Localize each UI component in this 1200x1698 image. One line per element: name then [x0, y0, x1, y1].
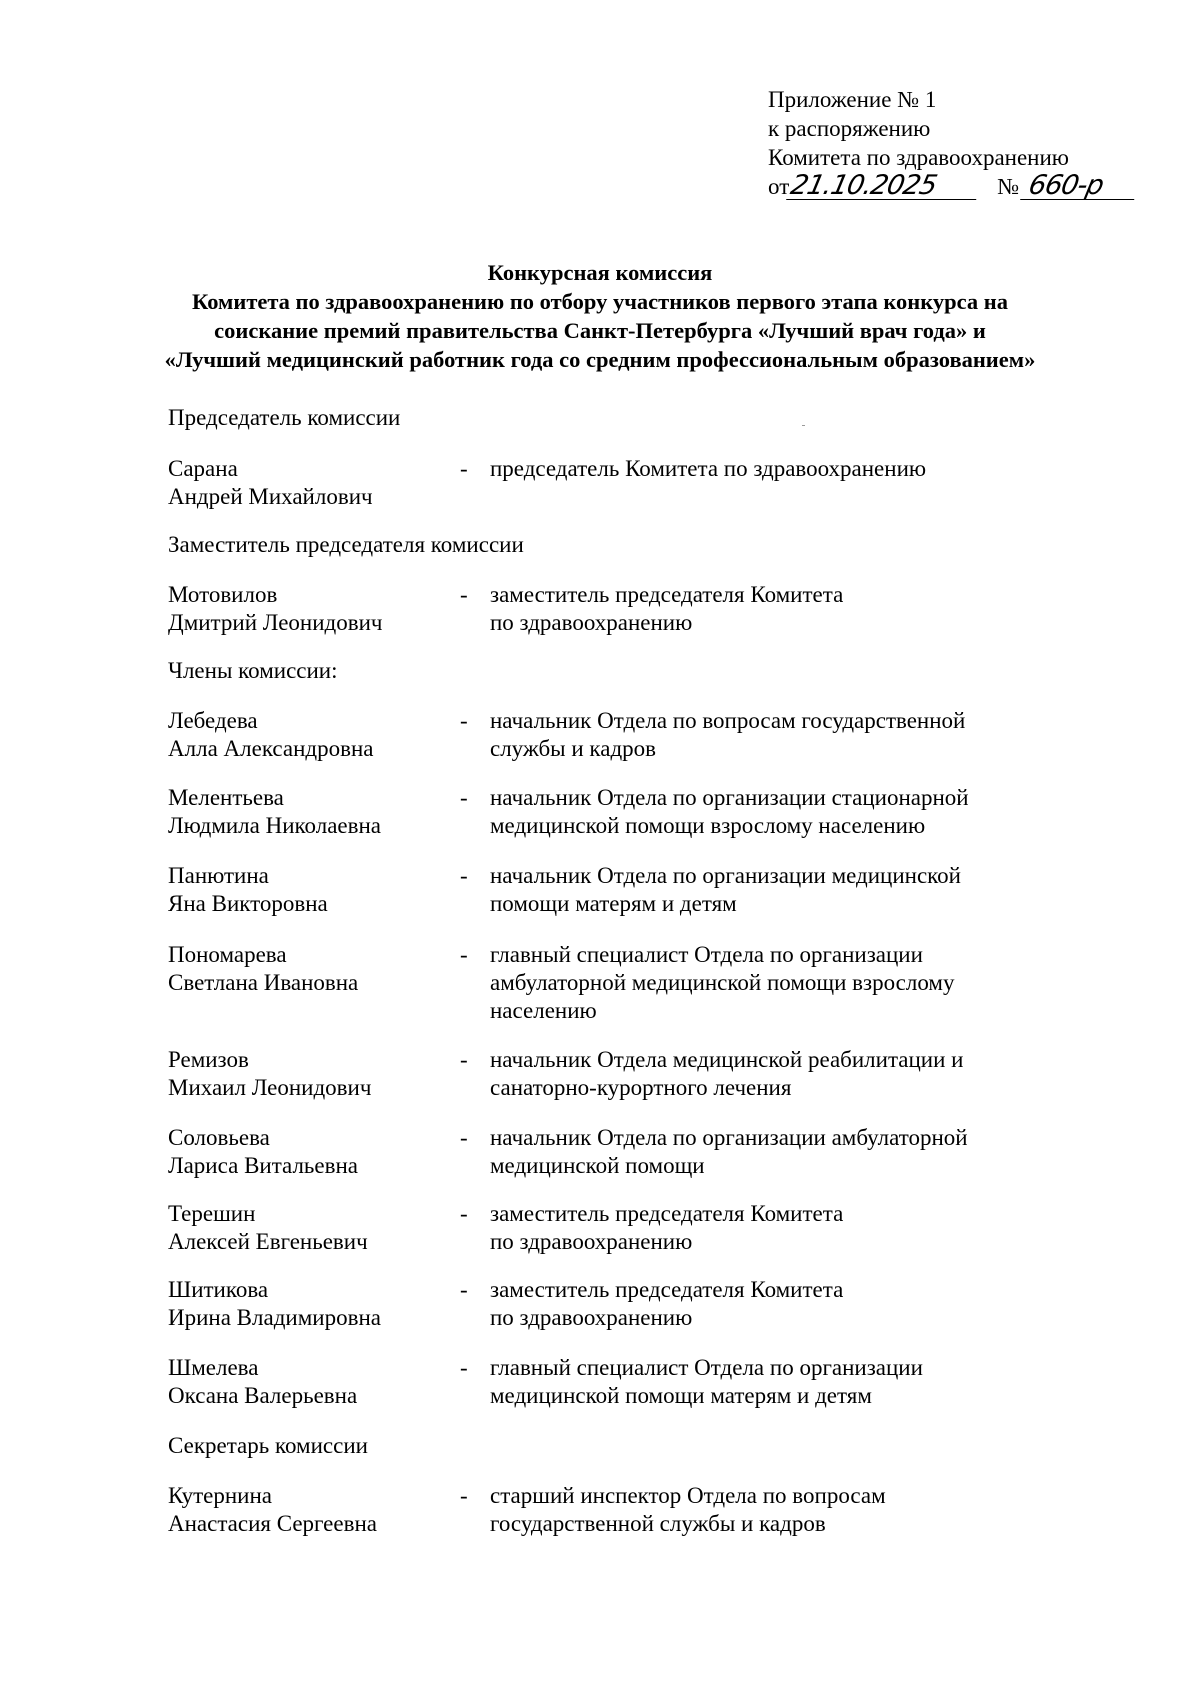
member-name: [168, 1200, 458, 1256]
position-line: по здравоохранению: [490, 1229, 693, 1254]
member-given-name: Лариса Витальевна: [168, 1153, 359, 1178]
member-given-name: Ирина Владимировна: [168, 1305, 381, 1330]
position-line: медицинской помощи: [490, 1153, 705, 1178]
member-name: [168, 941, 458, 997]
section-deputy: Заместитель председателя комиссии: [168, 532, 524, 557]
member-position: [490, 1124, 1030, 1180]
member-given-name: Алла Александровна: [168, 736, 374, 761]
member-surname: Мелентьева: [168, 785, 284, 810]
member-given-name: Андрей Михайлович: [168, 484, 373, 509]
position-line: председатель Комитета по здравоохранению: [490, 456, 927, 481]
member-dash: -: [460, 1277, 468, 1302]
member-surname: Соловьева: [168, 1125, 270, 1150]
member-position: [490, 1200, 1030, 1256]
number-sign: №: [997, 174, 1020, 199]
position-line: санаторно-курортного лечения: [490, 1075, 792, 1100]
member-given-name: Светлана Ивановна: [168, 970, 359, 995]
member-position: [490, 1046, 1030, 1102]
member-surname: Терешин: [168, 1201, 256, 1226]
member-given-name: Дмитрий Леонидович: [168, 610, 383, 635]
member-surname: Шитикова: [168, 1277, 269, 1302]
section-secretary: Секретарь комиссии: [168, 1433, 368, 1458]
position-line: службы и кадров: [490, 736, 657, 761]
title-line-4: «Лучший медицинский работник года со средним профессиональным образованием»: [164, 347, 1036, 372]
member-dash: -: [460, 863, 468, 888]
position-line: по здравоохранению: [490, 1305, 693, 1330]
handwritten-number: 660-р: [1020, 173, 1140, 200]
member-dash: -: [460, 1483, 468, 1508]
member-name: [168, 1482, 458, 1538]
position-line: медицинской помощи матерям и детям: [490, 1383, 872, 1408]
member-name: [168, 707, 458, 763]
appendix-date-number-line: [768, 172, 1137, 201]
member-position: [490, 941, 1030, 1025]
member-dash: -: [460, 708, 468, 733]
position-line: государственной службы и кадров: [490, 1511, 826, 1536]
position-line: медицинской помощи взрослому населению: [490, 813, 926, 838]
position-line: начальник Отдела по организации стационарной: [490, 785, 969, 810]
member-surname: Мотовилов: [168, 582, 278, 607]
position-line: начальник Отдела по организации медицинской: [490, 863, 961, 888]
section-chair: Председатель комиссии: [168, 405, 401, 430]
section-members: Члены комиссии:: [168, 658, 338, 683]
position-line: заместитель председателя Комитета: [490, 1201, 844, 1226]
member-name: [168, 581, 458, 637]
member-name: [168, 1354, 458, 1410]
member-name: [168, 1124, 458, 1180]
member-dash: -: [460, 942, 468, 967]
appendix-line-1: Приложение № 1: [768, 87, 937, 112]
member-dash: -: [460, 582, 468, 607]
position-line: заместитель председателя Комитета: [490, 582, 844, 607]
position-line: амбулаторной медицинской помощи взрослому: [490, 970, 955, 995]
member-given-name: Анастасия Сергеевна: [168, 1511, 377, 1536]
position-line: помощи матерям и детям: [490, 891, 737, 916]
member-surname: Лебедева: [168, 708, 258, 733]
appendix-line-2: к распоряжению: [768, 116, 931, 141]
handwritten-date: 21.10.2025: [786, 173, 982, 200]
member-given-name: Алексей Евгеньевич: [168, 1229, 368, 1254]
position-line: заместитель председателя Комитета: [490, 1277, 844, 1302]
member-position: [490, 455, 1030, 483]
member-given-name: Оксана Валерьевна: [168, 1383, 358, 1408]
position-line: начальник Отдела по организации амбулаторной: [490, 1125, 968, 1150]
member-surname: Ремизов: [168, 1047, 249, 1072]
member-name: [168, 862, 458, 918]
member-surname: Сарана: [168, 456, 238, 481]
appendix-block: [768, 85, 1137, 201]
position-line: по здравоохранению: [490, 610, 693, 635]
appendix-line-3: Комитета по здравоохранению: [768, 145, 1069, 170]
member-position: [490, 581, 1030, 637]
member-surname: Панютина: [168, 863, 269, 888]
member-dash: -: [460, 1047, 468, 1072]
position-line: главный специалист Отдела по организации: [490, 1355, 923, 1380]
member-dash: -: [460, 785, 468, 810]
position-line: старший инспектор Отдела по вопросам: [490, 1483, 886, 1508]
member-dash: -: [460, 1125, 468, 1150]
member-dash: -: [460, 1355, 468, 1380]
document-title: [0, 258, 1200, 374]
title-line-3: соискание премий правительства Санкт-Петербурга «Лучший врач года» и: [214, 318, 986, 343]
position-line: населению: [490, 998, 597, 1023]
title-line-2: Комитета по здравоохранению по отбору участников первого этапа конкурса на: [192, 289, 1008, 314]
member-position: [490, 784, 1030, 840]
member-name: [168, 784, 458, 840]
member-position: [490, 1482, 1030, 1538]
member-name: [168, 1046, 458, 1102]
member-name: [168, 455, 458, 511]
member-position: [490, 1354, 1030, 1410]
member-surname: Пономарева: [168, 942, 287, 967]
member-given-name: Михаил Леонидович: [168, 1075, 372, 1100]
scan-speck: [802, 425, 805, 426]
member-surname: Кутернина: [168, 1483, 273, 1508]
member-position: [490, 862, 1030, 918]
member-given-name: Яна Викторовна: [168, 891, 328, 916]
date-prefix: от: [768, 174, 790, 199]
member-surname: Шмелева: [168, 1355, 259, 1380]
position-line: начальник Отдела по вопросам государственной: [490, 708, 966, 733]
position-line: начальник Отдела медицинской реабилитации и: [490, 1047, 964, 1072]
title-line-1: Конкурсная комиссия: [487, 260, 713, 285]
member-name: [168, 1276, 458, 1332]
member-position: [490, 707, 1030, 763]
member-given-name: Людмила Николаевна: [168, 813, 382, 838]
member-dash: -: [460, 1201, 468, 1226]
member-position: [490, 1276, 1030, 1332]
member-dash: -: [460, 456, 468, 481]
position-line: главный специалист Отдела по организации: [490, 942, 923, 967]
